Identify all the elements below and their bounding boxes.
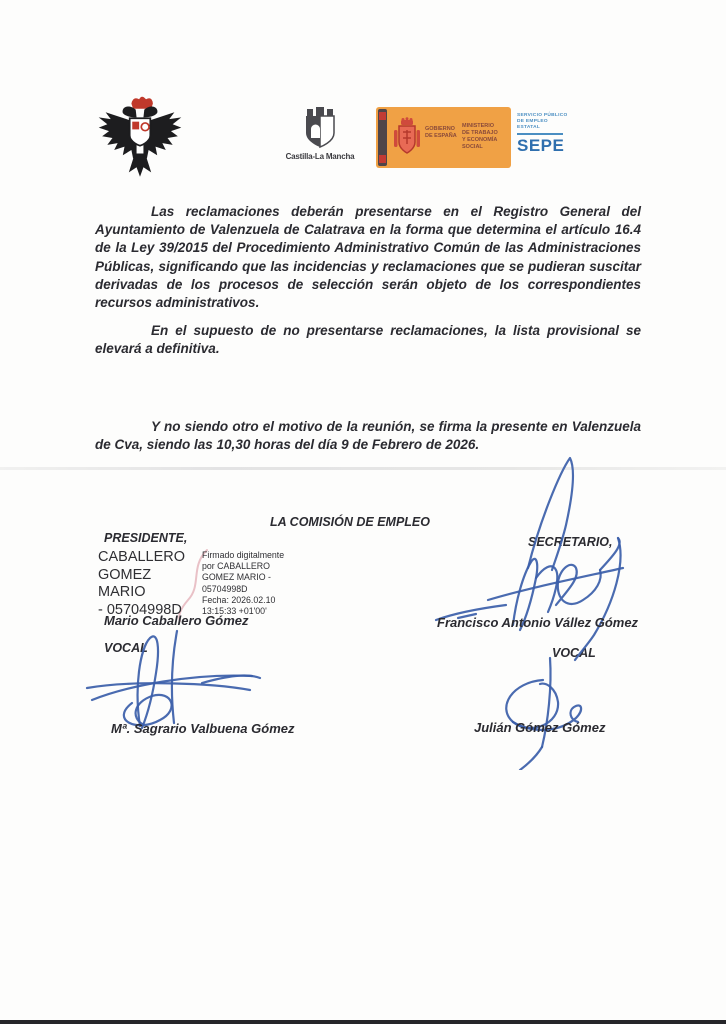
gobierno-de-espana-text: GOBIERNO DE ESPAÑA xyxy=(425,126,457,139)
ministerio-trabajo-text: MINISTERIO DE TRABAJO Y ECONOMÍA SOCIAL xyxy=(462,123,498,150)
role-presidente: PRESIDENTE, xyxy=(104,531,188,545)
sepe-small-text-1: SERVICIO PÚBLICO xyxy=(517,113,568,118)
digital-signature-stamp xyxy=(98,549,296,619)
sepe-logo xyxy=(517,113,571,156)
vocal-left-name: Mª. Sagrario Valbuena Gómez xyxy=(111,721,295,736)
paragraph-reclamaciones: Las reclamaciones deberán presentarse en el Registro General del Ayuntamiento de Valenzuela de Calatrava en la forma que determina el artículo 16.4 de la Ley 39/2015 del Procedimiento Administrativo Común de las Administraciones Públicas, significando que las incidencias y reclamaciones que se pudieran suscitar derivadas de los procesos de selección serán objeto de los correspondientes recursos administrativos. xyxy=(95,204,641,311)
spain-flag-icon xyxy=(378,109,387,166)
double-headed-eagle-crest-icon xyxy=(97,93,183,183)
sepe-rule xyxy=(517,133,563,135)
secretario-signature xyxy=(428,450,643,665)
sepe-wordmark: SEPE xyxy=(517,136,565,155)
secretario-name: Francisco Antonio Vállez Gómez xyxy=(437,615,639,630)
vocal-right-signature xyxy=(488,652,603,770)
castilla-la-mancha-logo xyxy=(283,107,357,161)
presidente-name: Mario Caballero Gómez xyxy=(104,613,249,628)
castilla-la-mancha-shield-icon xyxy=(302,107,338,149)
certificate-details: Firmado digitalmente por CABALLERO GOMEZ MARIO - 05704998D Fecha: 2026.02.10 13:15:33 +01'00' xyxy=(202,550,285,617)
spanish-coat-of-arms-icon xyxy=(393,117,421,159)
vocal-left-signature xyxy=(82,628,267,733)
role-secretario: SECRETARIO, xyxy=(528,535,613,549)
certificate-name: CABALLERO GOMEZ MARIO - 05704998D xyxy=(98,549,186,618)
sepe-small-text-2: DE EMPLEO ESTATAL xyxy=(517,119,548,130)
scan-bottom-edge xyxy=(0,1020,726,1024)
committee-heading: LA COMISIÓN DE EMPLEO xyxy=(270,515,430,529)
vocal-right-name: Julián Gómez Gómez xyxy=(474,720,606,735)
paragraph-cierre-reunion: Y no siendo otro el motivo de la reunión, se firma la presente en Valenzuela de Cva, siendo las 10,30 horas del día 9 de Febrero de 2026. xyxy=(95,419,641,453)
castilla-la-mancha-label: Castilla-La Mancha xyxy=(285,152,355,161)
paragraph-lista-definitiva: En el supuesto de no presentarse reclamaciones, la lista provisional se elevará a definitiva. xyxy=(95,323,641,357)
gobierno-espana-banner xyxy=(376,107,511,168)
role-vocal-right: VOCAL xyxy=(552,646,596,660)
role-vocal-left: VOCAL xyxy=(104,641,148,655)
